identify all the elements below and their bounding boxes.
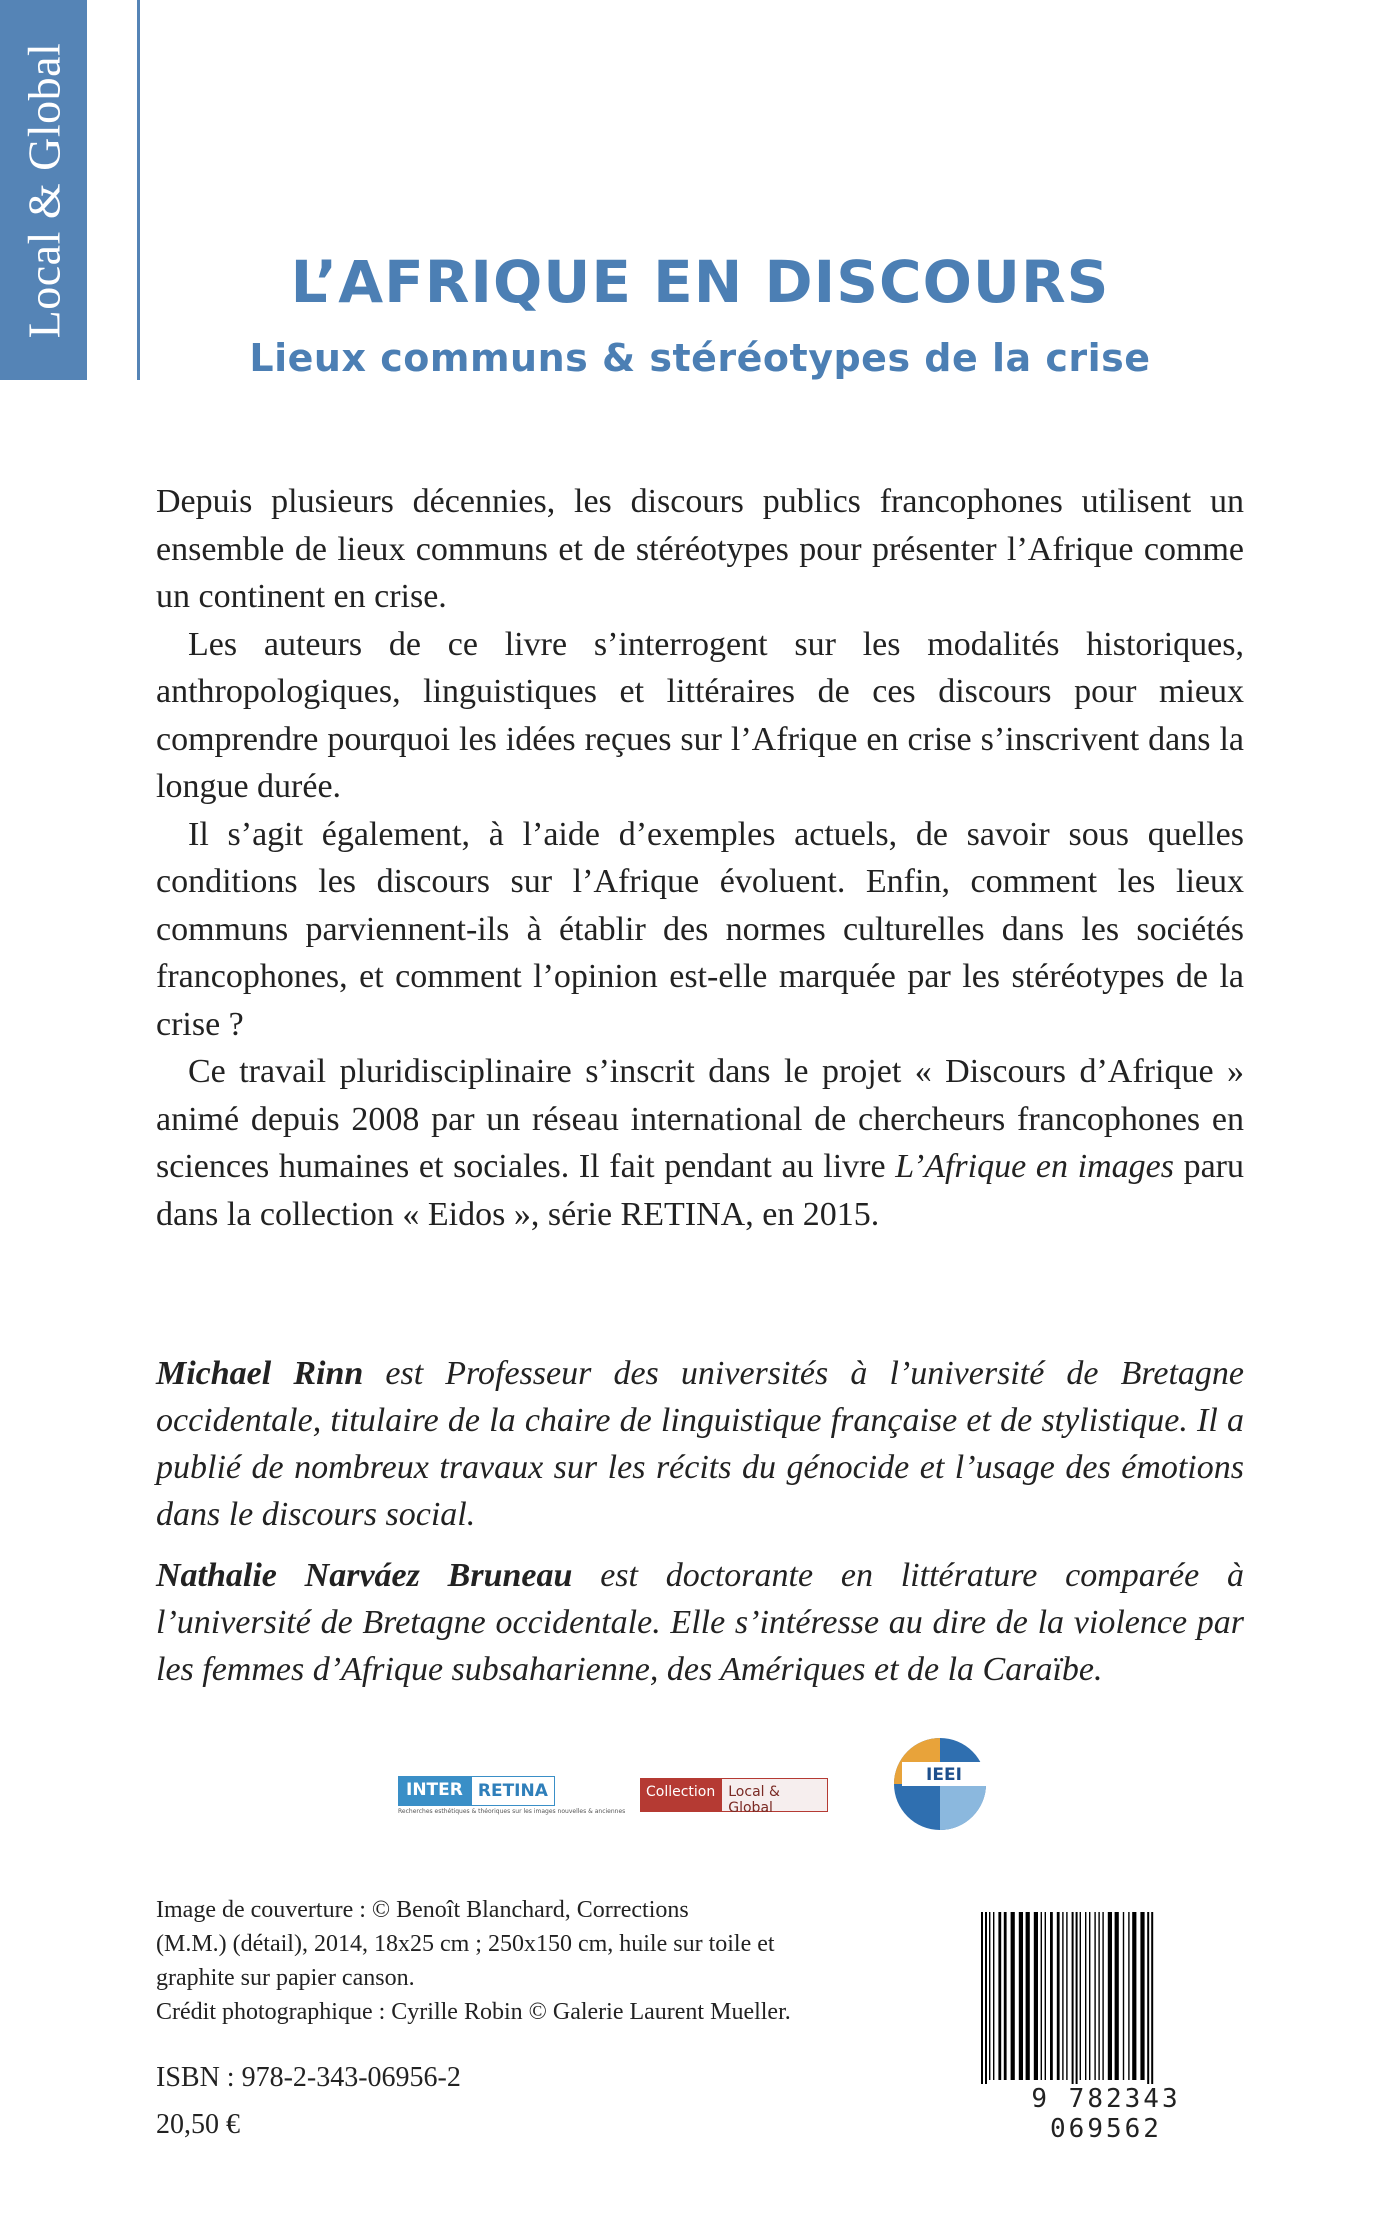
author-name: Michael Rinn (156, 1355, 364, 1392)
publisher-logos (0, 1720, 1400, 1860)
barcode-bar (1108, 1912, 1112, 2080)
author-bio-text: est doctorante en littérature comparée à l’université de Bretagne occidentale. Elle s’intéresse au dire de la violence par les femmes d’Afrique subsaharienne, des Amériques et de la Caraïbe. (156, 1557, 1244, 1688)
barcode-bar (1026, 1912, 1030, 2080)
book-title: L’AFRIQUE EN DISCOURS (290, 248, 1110, 316)
price: 20,50 € (156, 2109, 240, 2140)
barcode-bar (1098, 1912, 1099, 2080)
ieei-logo (882, 1720, 1000, 1838)
barcode-bar (1057, 1912, 1060, 2080)
barcode-bar (1123, 1912, 1124, 2080)
inter-retina-logo-retina: RETINA (471, 1776, 555, 1806)
series-tab (0, 0, 87, 380)
series-name: Local & Global (18, 42, 70, 338)
barcode-bar (1072, 1912, 1074, 2112)
blurb-paragraph-4 (156, 1048, 1244, 1238)
barcode-bar (981, 1912, 983, 2112)
barcode-bar (1066, 1912, 1067, 2080)
barcode-bar (1102, 1912, 1103, 2080)
barcode-bar (1004, 1912, 1007, 2080)
ieei-logo-light (940, 1784, 986, 1830)
inter-retina-logo (398, 1776, 626, 1824)
barcode-bar (1080, 1912, 1081, 2080)
credits-line: Image de couverture : © Benoît Blanchard, Corrections (156, 1897, 689, 1923)
inter-retina-caption: Recherches esthétiques & théoriques sur les images nouvelles & anciennes (398, 1808, 626, 1815)
barcode-bar (1041, 1912, 1042, 2080)
barcode-bar (1045, 1912, 1046, 2080)
barcode-bar (1034, 1912, 1038, 2080)
barcode-bar (989, 1912, 990, 2080)
blurb (156, 478, 1244, 1238)
credits-line: graphite sur papier canson. (156, 1965, 415, 1991)
barcode-bar (1076, 1912, 1078, 2112)
barcode-bar (993, 1912, 994, 2080)
barcode-bar (1115, 1912, 1119, 2080)
barcode-bar (1085, 1912, 1086, 2080)
barcode-bar (1062, 1912, 1063, 2080)
author-name: Nathalie Narváez Bruneau (156, 1557, 573, 1594)
inter-retina-logo-inter: INTER (398, 1776, 471, 1806)
barcode-bar (1140, 1912, 1144, 2080)
barcode-bar (1011, 1912, 1015, 2080)
blurb-paragraph-3: Il s’agit également, à l’aide d’exemples actuels, de savoir sous quelles conditions les discours sur l’Afrique évoluent. Enfin, comment les lieux communs parviennent-ils à établir des normes culturelles dans les sociétés francophones, et comment l’opinion est-elle marquée par les stéréotypes de la crise ? (156, 815, 1244, 1043)
barcode-bar (1128, 1912, 1129, 2080)
barcode-bar (1147, 1912, 1149, 2112)
barcode-bar (1132, 1912, 1136, 2080)
related-book-title: L’Afrique en images (895, 1148, 1174, 1185)
blurb-paragraph-2: Les auteurs de ce livre s’interrogent sur les modalités historiques, anthropologiques, linguistiques et littéraires de ces discours pour mieux comprendre pourquoi les idées reçues sur l’Afrique en crise s’inscrivent dans la longue durée. (156, 625, 1244, 805)
barcode-bar (1050, 1912, 1053, 2080)
cover-credits (156, 1893, 956, 2029)
author-bio (156, 1350, 1244, 1538)
ieei-logo-text: IEEI (926, 1765, 962, 1785)
blurb-p4-end: paru dans la collection « Eidos », série RETINA, en 2015. (156, 1148, 1245, 1233)
author-bio (156, 1552, 1244, 1693)
author-bios (156, 1350, 1244, 1707)
collection-logo (640, 1778, 828, 1816)
credits-line: Crédit photographique : Cyrille Robin © Galerie Laurent Mueller. (156, 1999, 791, 2025)
author-bio-text: est Professeur des universités à l’université de Bretagne occidentale, titulaire de la chaire de linguistique française et de stylistique. Il a publié de nombreux travaux sur les récits du génocide et l’usage des émotions dans le discours social. (156, 1355, 1244, 1533)
barcode-bar (1094, 1912, 1095, 2080)
series-divider (137, 0, 140, 380)
barcode-bar (1089, 1912, 1090, 2080)
blurb-p4-start: Ce travail pluridisciplinaire s’inscrit dans le projet « Discours d’Afrique » animé depuis 2008 par un réseau international de chercheurs francophones en sciences humaines et sociales. Il fait pendant au livre (156, 1053, 1244, 1185)
collection-logo-label: Collection (640, 1778, 721, 1812)
book-subtitle: Lieux communs & stéréotypes de la crise (249, 336, 1151, 380)
barcode-number: 9 782343 069562 (975, 2084, 1237, 2144)
barcode-bar (1019, 1912, 1023, 2080)
blurb-paragraph-1: Depuis plusieurs décennies, les discours publics francophones utilisent un ensemble de lieux communs et de stéréotypes pour présenter l’Afrique comme un continent en crise. (156, 483, 1244, 615)
credits-line: (M.M.) (détail), 2014, 18x25 cm ; 250x150 cm, huile sur toile et (156, 1931, 775, 1957)
barcode-bar (1151, 1912, 1153, 2112)
collection-logo-name: Local & Global (721, 1778, 828, 1812)
barcode-bar (998, 1912, 1001, 2080)
isbn: ISBN : 978-2-343-06956-2 (156, 2062, 461, 2093)
barcode-bar (985, 1912, 987, 2112)
